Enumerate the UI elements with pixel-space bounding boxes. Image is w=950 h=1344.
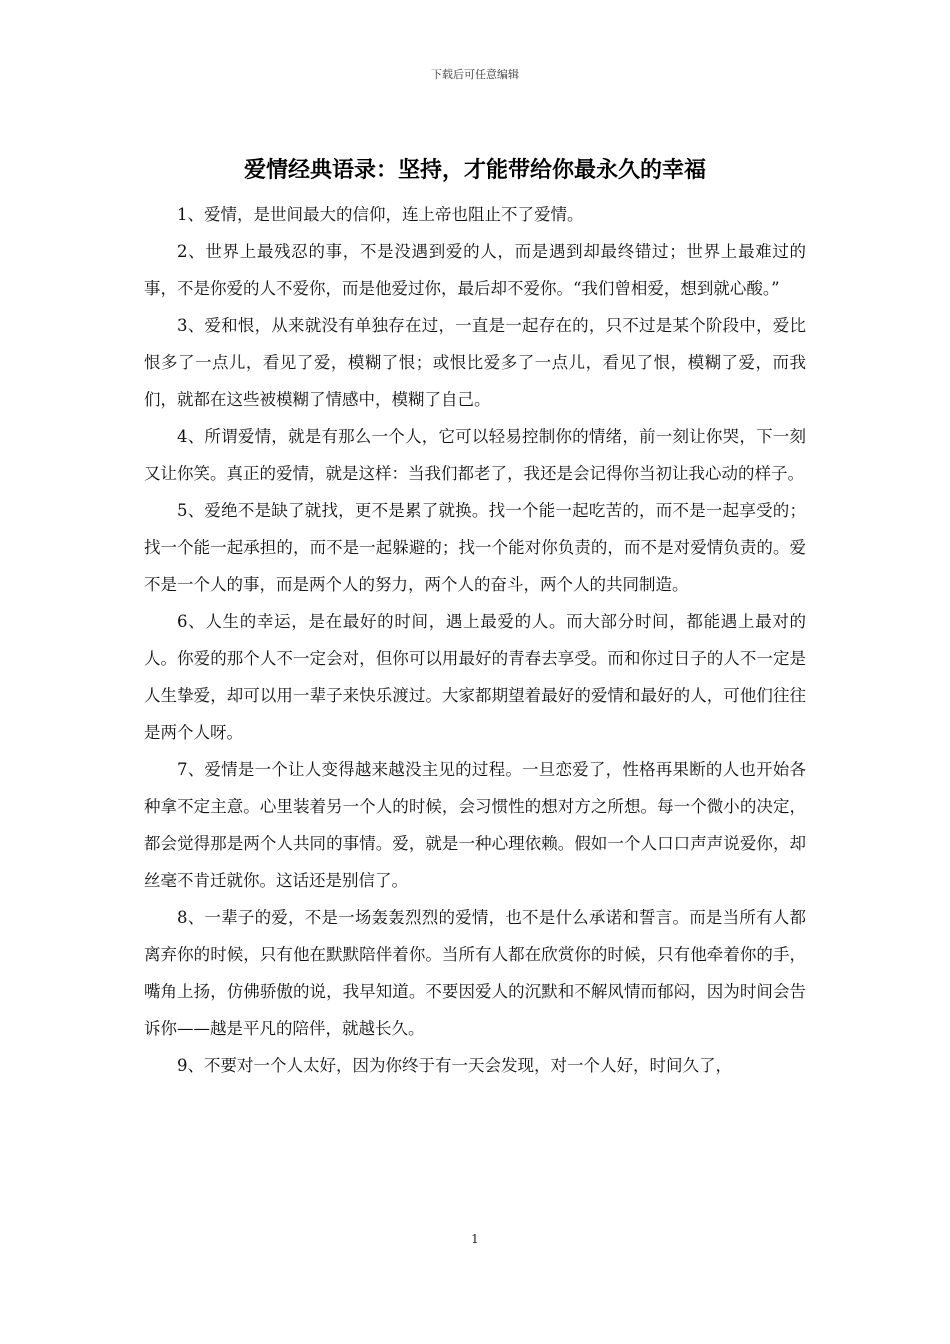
document-body xyxy=(144,196,806,1084)
quote-paragraph-2: 2、世界上最残忍的事，不是没遇到爱的人，而是遇到却最终错过；世界上最难过的事，不是你爱的人不爱你，而是他爱过你，最后却不爱你。“我们曾相爱，想到就心酸。” xyxy=(144,242,806,298)
quote-paragraph-1: 1、爱情，是世间最大的信仰，连上帝也阻止不了爱情。 xyxy=(177,205,584,224)
quote-paragraph-8: 8、一辈子的爱，不是一场轰轰烈烈的爱情，也不是什么承诺和誓言。而是当所有人都离弃你的时候，只有他在默默陪伴着你。当所有人都在欣赏你的时候，只有他牵着你的手，嘴角上扬，仿佛骄傲的说，我早知道。不要因爱人的沉默和不解风情而郁闷，因为时间会告诉你——越是平凡的陪伴，就越长久。 xyxy=(144,908,806,1038)
quote-paragraph-3: 3、爱和恨，从来就没有单独存在过，一直是一起存在的，只不过是某个阶段中，爱比恨多了一点儿，看见了爱，模糊了恨；或恨比爱多了一点儿，看见了恨，模糊了爱，而我们，就都在这些被模糊了情感中，模糊了自己。 xyxy=(144,316,806,409)
quote-paragraph-6: 6、人生的幸运，是在最好的时间，遇上最爱的人。而大部分时间，都能遇上最对的人。你爱的那个人不一定会对，但你可以用最好的青春去享受。而和你过日子的人不一定是人生挚爱，却可以用一辈子来快乐渡过。大家都期望着最好的爱情和最好的人，可他们往往是两个人呀。 xyxy=(144,612,806,742)
page-header-note: 下载后可任意编辑 xyxy=(431,68,519,81)
page-number: 1 xyxy=(471,1232,479,1246)
quote-paragraph-9: 9、不要对一个人太好，因为你终于有一天会发现，对一个人好，时间久了， xyxy=(177,1056,732,1075)
quote-paragraph-4: 4、所谓爱情，就是有那么一个人，它可以轻易控制你的情绪，前一刻让你哭，下一刻又让你笑。真正的爱情，就是这样：当我们都老了，我还是会记得你当初让我心动的样子。 xyxy=(144,427,806,483)
quote-paragraph-7: 7、爱情是一个让人变得越来越没主见的过程。一旦恋爱了，性格再果断的人也开始各种拿不定主意。心里装着另一个人的时候，会习惯性的想对方之所想。每一个微小的决定，都会觉得那是两个人共同的事情。爱，就是一种心理依赖。假如一个人口口声声说爱你，却丝毫不肯迁就你。这话还是别信了。 xyxy=(144,760,806,890)
quote-paragraph-5: 5、爱绝不是缺了就找，更不是累了就换。找一个能一起吃苦的，而不是一起享受的；找一个能一起承担的，而不是一起躲避的；找一个能对你负责的，而不是对爱情负责的。爱不是一个人的事，而是两个人的努力，两个人的奋斗，两个人的共同制造。 xyxy=(144,501,806,594)
document-title: 爱情经典语录：坚持，才能带给你最永久的幸福 xyxy=(243,157,706,183)
